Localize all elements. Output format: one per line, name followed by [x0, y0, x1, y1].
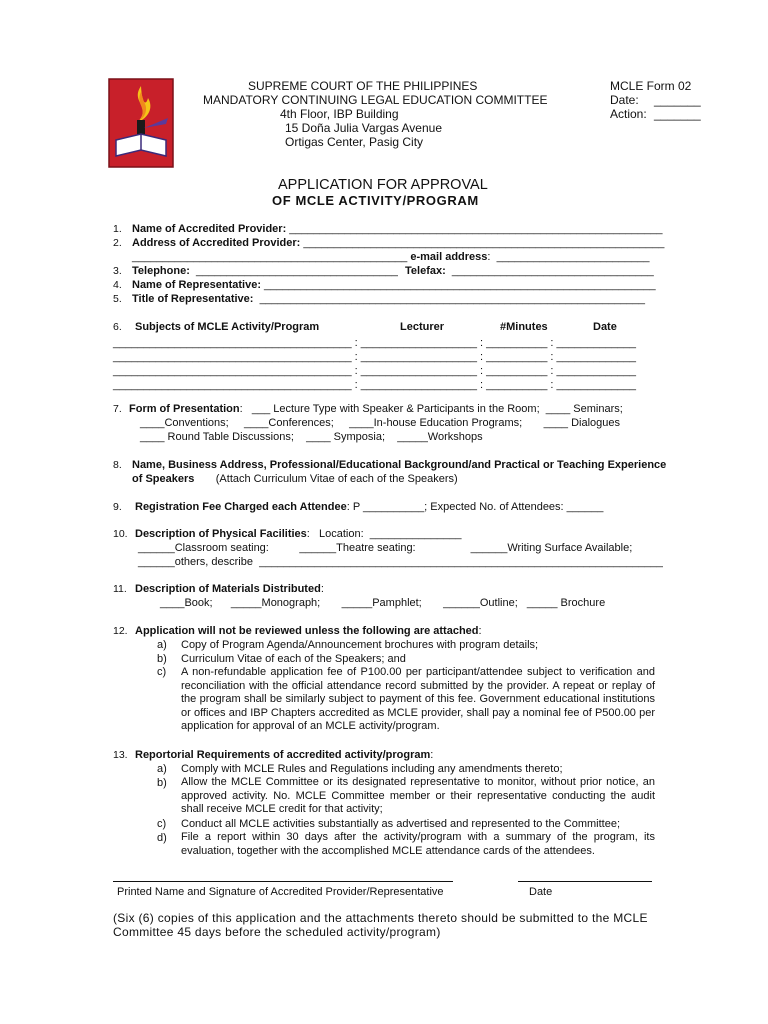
speakers-instruction: (Attach Curriculum Vitae of each of the Speakers): [194, 473, 458, 485]
speakers-line-2: [132, 473, 458, 486]
item-4[interactable]: [132, 279, 656, 292]
signature-label: Printed Name and Signature of Accredited Provider/Representative: [117, 886, 444, 898]
materials-options[interactable]: ____Book; _____Monograph; _____Pamphlet; ______Outline; _____ Brochure: [160, 597, 606, 609]
date-column-header: Date: [593, 321, 617, 333]
attachment-b: Curriculum Vitae of each of the Speakers; and: [181, 653, 406, 665]
attachment-a: Copy of Program Agenda/Announcement brochures with program details;: [181, 639, 539, 651]
subjects-row-2[interactable]: _______________________________________ : ___________________ : __________ : _____________: [113, 351, 637, 363]
fee-label: Registration Fee Charged each Attendee: [135, 501, 347, 513]
item-11-number: 11.: [113, 583, 127, 595]
representative-name-label: Name of Representative:: [132, 279, 261, 291]
item-2[interactable]: [132, 237, 664, 250]
fee-line[interactable]: [135, 501, 603, 514]
attachments-label: Application will not be reviewed unless the following are attached: [135, 625, 479, 637]
attachment-c: A non-refundable application fee of P100.00 per participant/attendee subject to verification and reconciliation with the official attendance record submitted by the provider. A repeat or replay of the program shall be similarly subject to payment of this fee. Government educational institutions or offices and IBP Chapters accredited as MCLE provider, shall pay a nominal fee of P500.00 per application for approval of an MCLE activity/program.: [181, 666, 655, 733]
date-blank[interactable]: _______: [654, 93, 701, 107]
subjects-row-1[interactable]: _______________________________________ : ___________________ : __________ : _____________: [113, 337, 637, 349]
reportorial-b: Allow the MCLE Committee or its designated representative to monitor, without prior notice, an approved activity. No. MCLE Committee member or their representative conducting the audit shall receive MCLE credit for that activity;: [181, 776, 655, 816]
representative-title-blank[interactable]: _______________________________________________________________: [253, 293, 645, 305]
item-8-number: 8.: [113, 459, 122, 471]
attachment-c-marker: c): [157, 666, 167, 678]
form-subtitle: OF MCLE ACTIVITY/PROGRAM: [272, 193, 479, 208]
representative-name-blank[interactable]: ________________________________________________________________: [261, 279, 656, 291]
telephone-label: Telephone:: [132, 265, 190, 277]
item-1[interactable]: [132, 223, 662, 236]
date-label: Date:: [610, 93, 639, 107]
attachment-a-marker: a): [157, 639, 167, 651]
facilities-line-1[interactable]: [135, 528, 462, 541]
item-9-number: 9.: [113, 501, 122, 513]
facilities-others[interactable]: ______others, describe __________________________________________________________________: [138, 556, 663, 568]
court-name: SUPREME COURT OF THE PHILIPPINES: [248, 79, 478, 93]
item-2-blank-2[interactable]: _____________________________________________: [132, 251, 408, 263]
address-line-1: 4th Floor, IBP Building: [280, 107, 399, 121]
attachment-b-marker: b): [157, 653, 167, 665]
telephone-blank[interactable]: _________________________________: [189, 265, 398, 277]
address-line-2: 15 Doña Julia Vargas Avenue: [285, 121, 443, 135]
materials-colon: :: [320, 583, 324, 595]
presentation-line-1[interactable]: [129, 403, 623, 416]
item-1-label: Name of Accredited Provider:: [132, 223, 287, 235]
committee-name: MANDATORY CONTINUING LEGAL EDUCATION COMMITTEE: [203, 93, 548, 107]
subjects-label: Subjects of MCLE Activity/Program: [135, 321, 320, 333]
item-5[interactable]: [132, 293, 645, 306]
form-number: MCLE Form 02: [610, 79, 692, 93]
presentation-options-1[interactable]: : ___ Lecture Type with Speaker & Participants in the Room; ____ Seminars;: [239, 403, 623, 415]
submission-note: (Six (6) copies of this application and the attachments thereto should be submitted to the MCLE Committee 45 days before the scheduled activity/program): [113, 911, 648, 939]
presentation-label: Form of Presentation: [129, 403, 240, 415]
item-12-number: 12.: [113, 625, 128, 637]
item-10-number: 10.: [113, 528, 128, 540]
reportorial-c-marker: c): [157, 818, 167, 830]
reportorial-c: Conduct all MCLE activities substantially as advertised and represented to the Committee;: [181, 818, 620, 830]
materials-line-1: [135, 583, 324, 596]
lecturer-column-header: Lecturer: [400, 321, 445, 333]
email-label: e-mail address: [410, 251, 488, 263]
email-blank[interactable]: : _________________________: [487, 251, 650, 263]
reportorial-a-marker: a): [157, 763, 167, 775]
item-2-label: Address of Accredited Provider:: [132, 237, 301, 249]
item-1-number: 1.: [113, 223, 122, 235]
form-title: APPLICATION FOR APPROVAL: [278, 177, 488, 193]
speakers-label: Name, Business Address, Professional/Educational Background/and Practical or Teaching Experience: [132, 459, 667, 471]
attachments-heading: [135, 625, 482, 638]
item-2-number: 2.: [113, 237, 122, 249]
item-13-number: 13.: [113, 749, 128, 761]
action-label: Action:: [610, 107, 647, 121]
telefax-label: Telefax:: [405, 265, 446, 277]
telefax[interactable]: [405, 265, 654, 278]
item-1-blank[interactable]: _____________________________________________________________: [286, 223, 663, 235]
reportorial-d: File a report within 30 days after the activity/program with a summary of the program, its evaluation, together with the accomplished MCLE attendance cards of the attendees.: [181, 831, 655, 857]
item-2-blank[interactable]: ___________________________________________________________: [300, 237, 665, 249]
reportorial-label: Reportorial Requirements of accredited activity/program: [135, 749, 431, 761]
item-6-number: 6.: [113, 321, 122, 333]
signature-date-label: Date: [529, 886, 553, 898]
item-7-number: 7.: [113, 403, 122, 415]
item-3[interactable]: [132, 265, 398, 278]
signature-date-line[interactable]: [518, 881, 652, 882]
reportorial-b-marker: b): [157, 777, 167, 789]
attachments-colon: :: [478, 625, 482, 637]
action-blank[interactable]: _______: [654, 107, 701, 121]
reportorial-heading: [135, 749, 433, 762]
reportorial-colon: :: [430, 749, 434, 761]
address-line-3: Ortigas Center, Pasig City: [285, 135, 424, 149]
item-4-number: 4.: [113, 279, 122, 291]
item-3-number: 3.: [113, 265, 122, 277]
signature-line[interactable]: [113, 881, 453, 882]
materials-label: Description of Materials Distributed: [135, 583, 321, 595]
mcle-seal-logo: [108, 78, 174, 168]
fee-blanks[interactable]: : P __________; Expected No. of Attendees: ______: [346, 501, 604, 513]
speakers-label-2: of Speakers: [132, 473, 195, 485]
subjects-row-3[interactable]: _______________________________________ : ___________________ : __________ : _____________: [113, 365, 637, 377]
reportorial-d-marker: d): [157, 832, 167, 844]
item-5-number: 5.: [113, 293, 122, 305]
minutes-column-header: #Minutes: [500, 321, 548, 333]
item-2-continuation[interactable]: [132, 251, 650, 264]
presentation-options-2[interactable]: ____Conventions; ____Conferences; ____In-house Education Programs; ____ Dialogues: [140, 417, 621, 429]
reportorial-a: Comply with MCLE Rules and Regulations including any amendments thereto;: [181, 763, 563, 775]
telefax-blank[interactable]: _________________________________: [445, 265, 654, 277]
facilities-label: Description of Physical Facilities: [135, 528, 307, 540]
representative-title-label: Title of Representative:: [132, 293, 254, 305]
presentation-options-3[interactable]: ____ Round Table Discussions; ____ Symposia; _____Workshops: [140, 431, 483, 443]
location-blank[interactable]: : Location: _______________: [306, 528, 462, 540]
facilities-options[interactable]: ______Classroom seating: ______Theatre seating: ______Writing Surface Available;: [138, 542, 633, 554]
subjects-row-4[interactable]: _______________________________________ : ___________________ : __________ : _____________: [113, 379, 637, 391]
